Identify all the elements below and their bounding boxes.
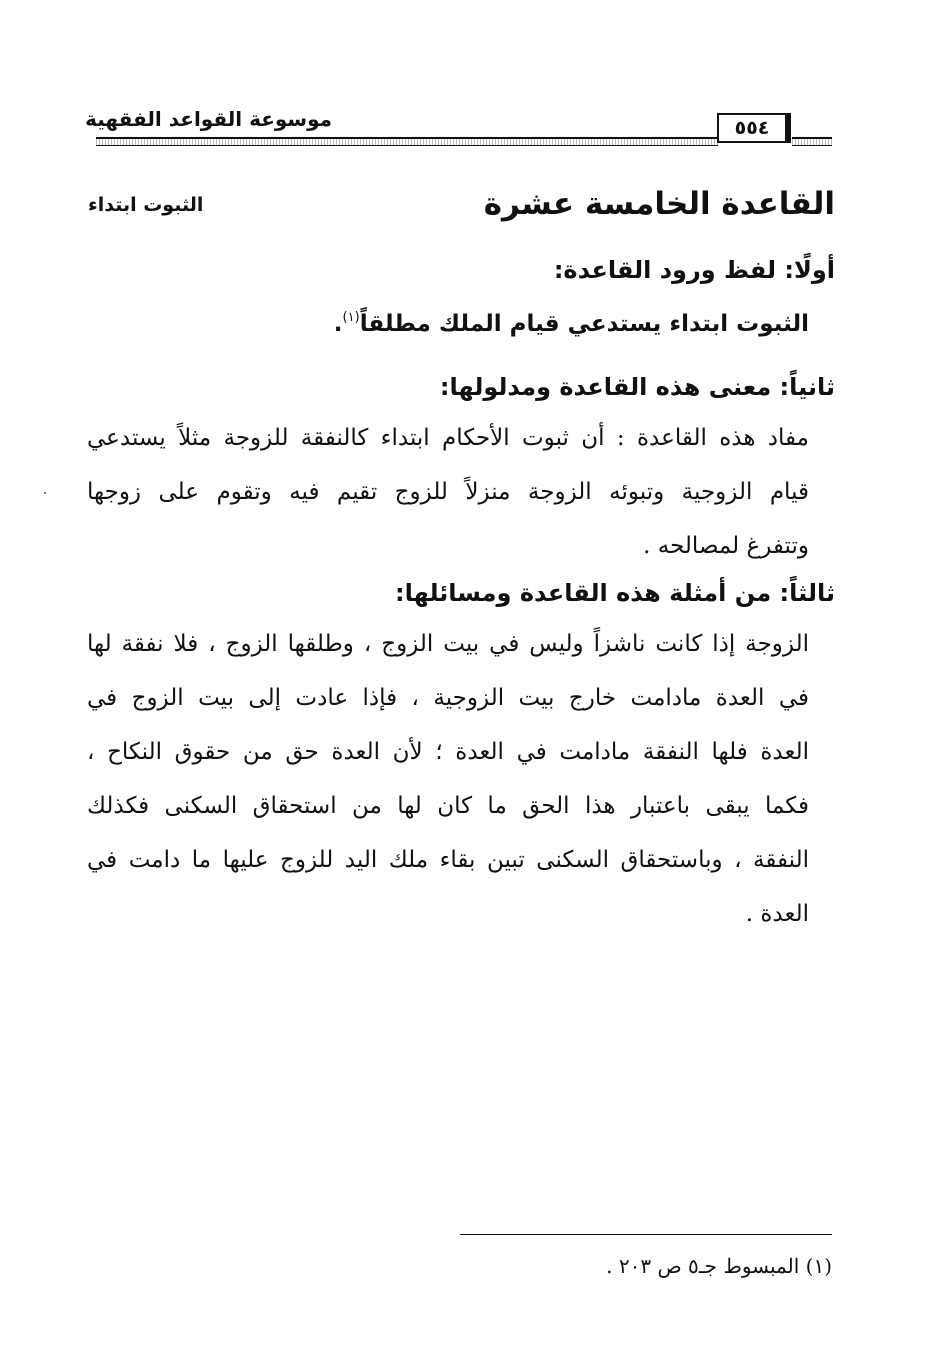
examples-paragraph <box>87 617 809 941</box>
section-heading-third: ثالثاً: من أمثلة هذه القاعدة ومسائلها: <box>394 579 835 607</box>
paragraph-line: العدة فلها النفقة مادامت في العدة ؛ لأن العدة حق من حقوق النكاح ، <box>87 739 809 765</box>
footnote: (١) المبسوط جـ٥ ص ٢٠٣ . <box>606 1254 832 1278</box>
footnote-separator <box>460 1234 832 1235</box>
paragraph-line: قيام الزوجية وتبوئه الزوجة منزلاً للزوج تقيم فيه وتقوم على زوجها <box>87 479 809 505</box>
rule-subject: الثبوت ابتداء <box>88 194 204 216</box>
paragraph-line: النفقة ، وباستحقاق السكنى تبين بقاء ملك اليد للزوج عليها ما دامت في <box>87 847 809 873</box>
paragraph-line: مفاد هذه القاعدة : أن ثبوت الأحكام ابتداء كالنفقة للزوجة مثلاً يستدعي <box>87 425 809 451</box>
paragraph-line: الزوجة إذا كانت ناشزاً وليس في بيت الزوج ، وطلقها الزوج ، فلا نفقة لها <box>87 631 809 657</box>
book-title: موسوعة القواعد الفقهية <box>85 107 332 131</box>
paragraph-line: في العدة مادامت خارج بيت الزوجية ، فإذا عادت إلى بيت الزوج في <box>87 685 809 711</box>
header-rule-right <box>792 137 832 146</box>
scan-speck <box>44 492 46 494</box>
footnote-reference[interactable]: (١) <box>342 310 360 325</box>
paragraph-line: وتتفرغ لمصالحه . <box>643 533 809 559</box>
paragraph-line: فكما يبقى باعتبار هذا الحق ما كان لها من استحقاق السكنى فكذلك <box>87 793 809 819</box>
paragraph-line: العدة . <box>745 901 809 927</box>
rule-statement-end: . <box>333 311 343 337</box>
header-rule <box>96 137 718 146</box>
rule-heading: القاعدة الخامسة عشرة <box>483 186 835 222</box>
rule-statement <box>109 304 809 344</box>
page-number: ٥٥٤ <box>717 113 791 143</box>
section-heading-first: أولًا: لفظ ورود القاعدة: <box>553 256 835 284</box>
section-heading-second: ثانياً: معنى هذه القاعدة ومدلولها: <box>439 373 835 401</box>
meaning-paragraph <box>87 411 809 573</box>
rule-statement-text: الثبوت ابتداء يستدعي قيام الملك مطلقاً <box>359 311 809 337</box>
